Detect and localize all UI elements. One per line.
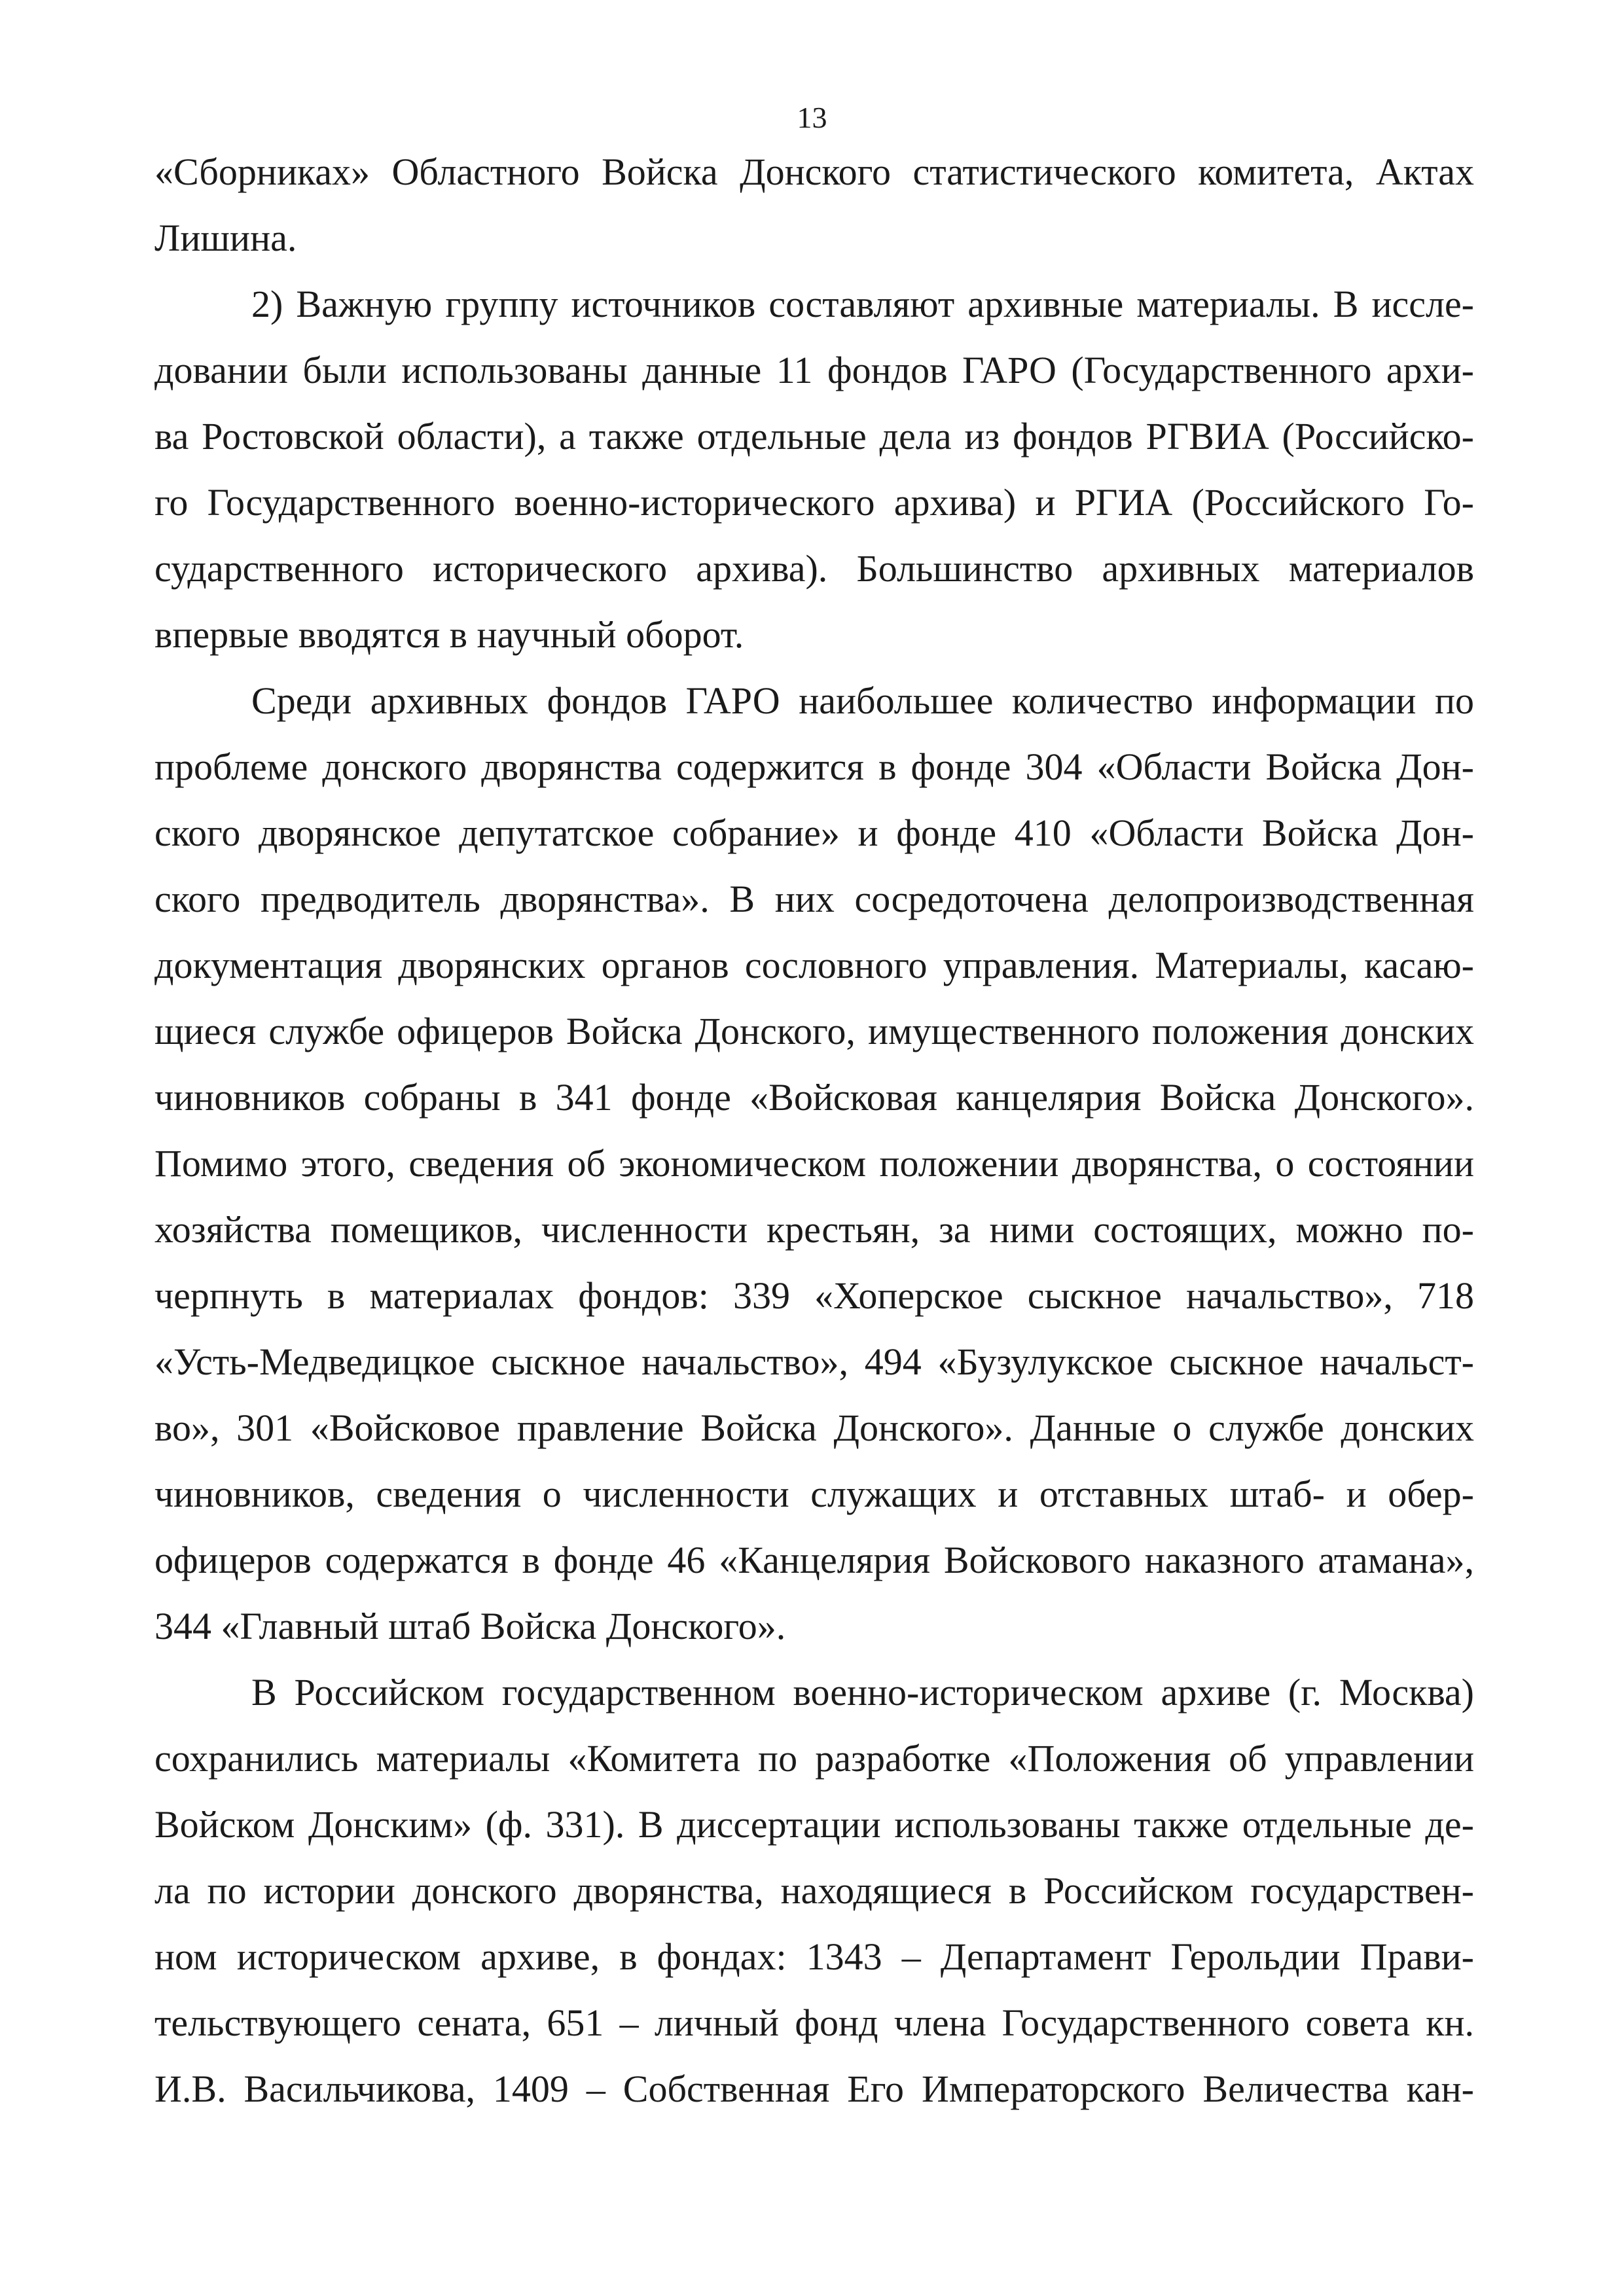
text-line: Среди архивных фондов ГАРО наибольшее количество информации по (251, 679, 1474, 722)
text-line: 344 «Главный штаб Войска Донского». (154, 1605, 786, 1647)
text-line: чиновников собраны в 341 фонде «Войсковая канцелярия Войска Донского». (154, 1076, 1474, 1119)
text-line: проблеме донского дворянства содержится в фонде 304 «Области Войска Дон- (154, 745, 1474, 788)
text-line: тельствующего сената, 651 – личный фонд члена Государственного совета кн. (154, 2001, 1474, 2044)
text-line: «Усть-Медведицкое сыскное начальство», 494 «Бузулукское сыскное начальст- (154, 1340, 1474, 1383)
text-line: чиновников, сведения о численности служащих и отставных штаб- и обер- (154, 1473, 1474, 1515)
text-line: В Российском государственном военно-историческом архиве (г. Москва) (251, 1671, 1474, 1713)
page-number: 13 (797, 101, 827, 134)
text-line: ского дворянское депутатское собрание» и фонде 410 «Области Войска Дон- (154, 812, 1474, 854)
text-line: ва Ростовской области), а также отдельные дела из фондов РГВИА (Российско- (154, 415, 1474, 457)
text-line: И.В. Васильчикова, 1409 – Собственная Его Императорского Величества кан- (154, 2068, 1474, 2110)
text-line: щиеся службе офицеров Войска Донского, имущественного положения донских (154, 1010, 1474, 1052)
text-line: ном историческом архиве, в фондах: 1343 – Департамент Герольдии Прави- (154, 1935, 1474, 1978)
text-line: Лишина. (154, 217, 297, 259)
text-line: Помимо этого, сведения об экономическом положении дворянства, о состоянии (154, 1142, 1474, 1185)
text-line: сударственного исторического архива). Большинство архивных материалов (154, 547, 1474, 590)
text-line: ла по истории донского дворянства, находящиеся в Российском государствен- (154, 1869, 1474, 1912)
text-line: впервые вводятся в научный оборот. (154, 613, 744, 656)
text-line: довании были использованы данные 11 фондов ГАРО (Государственного архи- (154, 349, 1474, 391)
text-line: ского предводитель дворянства». В них сосредоточена делопроизводственная (154, 878, 1474, 920)
text-line: офицеров содержатся в фонде 46 «Канцелярия Войскового наказного атамана», (154, 1539, 1474, 1581)
text-line: го Государственного военно-исторического архива) и РГИА (Российского Го- (154, 481, 1474, 524)
text-line: сохранились материалы «Комитета по разработке «Положения об управлении (154, 1737, 1474, 1780)
document-body (154, 139, 1474, 2122)
text-line: документация дворянских органов сословного управления. Материалы, касаю- (154, 944, 1474, 986)
text-line: «Сборниках» Областного Войска Донского статистического комитета, Актах (154, 151, 1474, 193)
text-line: 2) Важную группу источников составляют архивные материалы. В иссле- (251, 283, 1474, 325)
text-line: во», 301 «Войсковое правление Войска Донского». Данные о службе донских (154, 1407, 1474, 1449)
text-line: черпнуть в материалах фондов: 339 «Хоперское сыскное начальство», 718 (154, 1274, 1474, 1317)
text-line: хозяйства помещиков, численности крестьян, за ними состоящих, можно по- (154, 1208, 1474, 1251)
text-line: Войском Донским» (ф. 331). В диссертации использованы также отдельные де- (154, 1803, 1474, 1846)
